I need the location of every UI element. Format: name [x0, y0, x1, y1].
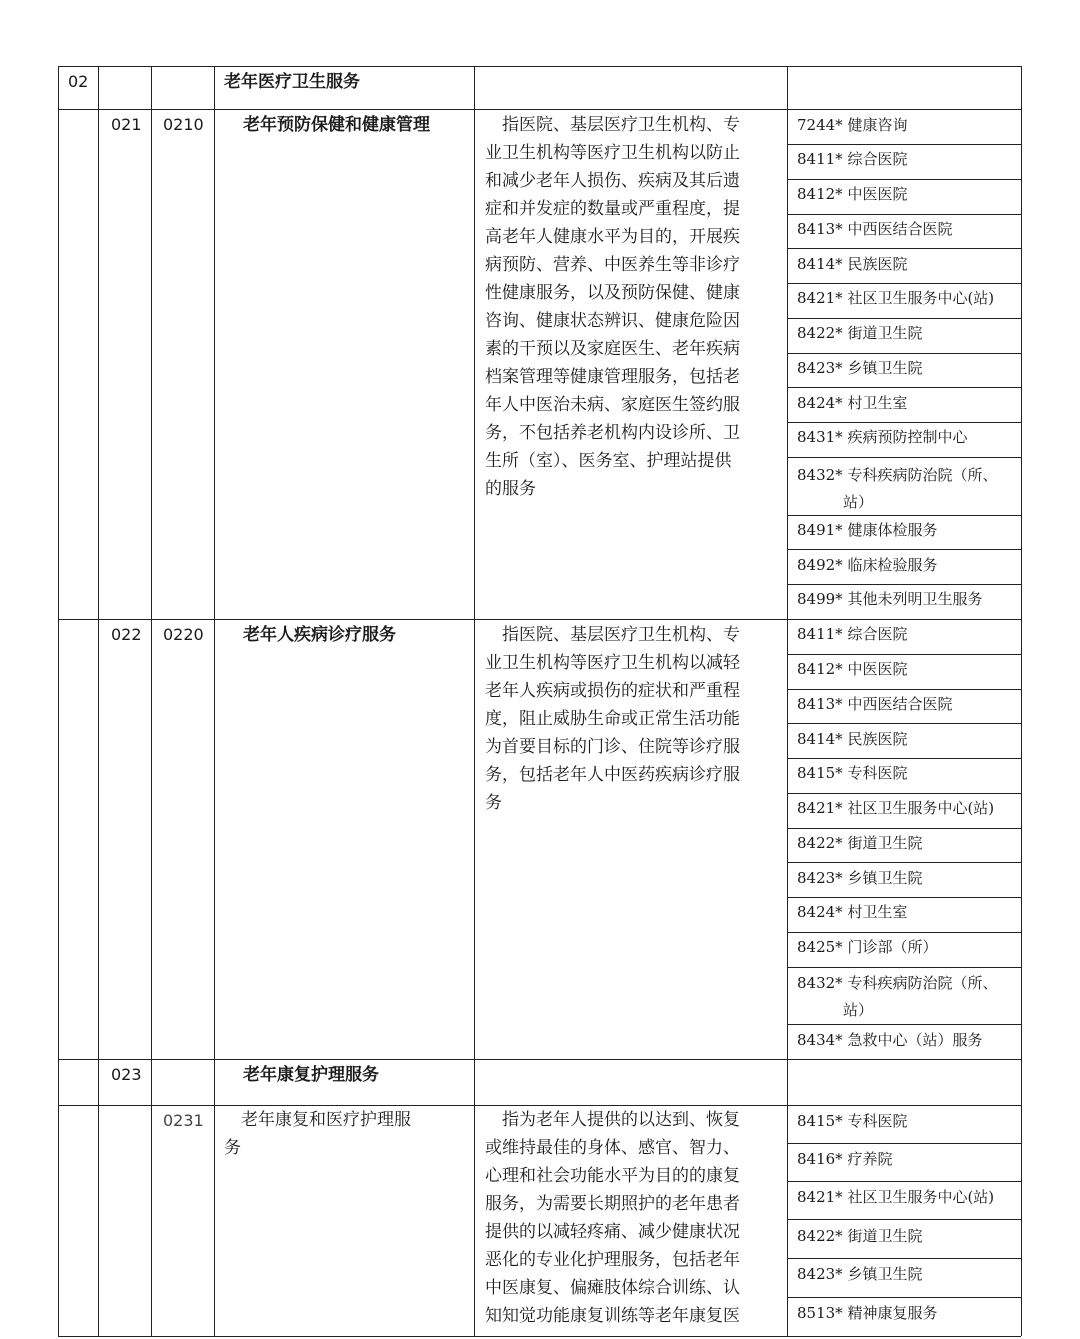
industry-code: 8434* 急救中心（站）服务	[797, 1031, 983, 1049]
industry-code: 8423* 乡镇卫生院	[797, 869, 923, 887]
subcategory-code: 023	[111, 1065, 142, 1084]
subcategory-code: 022	[111, 625, 142, 644]
column-divider	[214, 66, 215, 1336]
item-code: 0220	[163, 625, 204, 644]
category-name: 老年医疗卫生服务	[224, 72, 360, 92]
industry-code: 8414* 民族医院	[797, 255, 908, 273]
table-border	[58, 1336, 1021, 1337]
industry-code: 8415* 专科医院	[797, 1112, 908, 1130]
industry-code: 8425* 门诊部（所）	[797, 938, 938, 956]
table-border	[1021, 66, 1022, 1336]
industry-code: 8432* 专科疾病防治院（所、 站）	[797, 974, 998, 1019]
industry-divider	[787, 1297, 1021, 1298]
industry-code: 8423* 乡镇卫生院	[797, 359, 923, 377]
industry-divider	[787, 828, 1021, 829]
item-description: 指医院、基层医疗卫生机构、专 业卫生机构等医疗卫生机构以防止 和减少老年人损伤、疾病及其后遗 症和并发症的数量或严重程度，提 高老年人健康水平为目的，开展疾 病预防、营养、中医养生等非诊疗 性健康服务，以及预防保健、健康 咨询、健康状态辨识、健康危险因 素的干预以及家庭医生、老年疾病 档案管理等健康管理服务，包括老 年人中医治未病、家庭医生签约服 务，不包括养老机构内设诊所、卫 生所（室）、医务室、护理站提供 的服务	[485, 115, 740, 499]
industry-divider	[787, 1219, 1021, 1220]
category-code: 02	[68, 72, 89, 91]
industry-code: 8431* 疾病预防控制中心	[797, 428, 968, 446]
industry-code: 8513* 精神康复服务	[797, 1304, 938, 1322]
industry-code: 8421* 社区卫生服务中心(站)	[797, 799, 995, 817]
industry-divider	[787, 214, 1021, 215]
row-divider	[58, 109, 1021, 110]
row-divider	[58, 619, 1021, 620]
industry-divider	[787, 353, 1021, 354]
industry-code: 8412* 中医医院	[797, 185, 908, 203]
industry-divider	[787, 457, 1021, 458]
industry-divider	[787, 654, 1021, 655]
industry-code: 8413* 中西医结合医院	[797, 695, 953, 713]
industry-code: 8424* 村卫生室	[797, 903, 908, 921]
industry-code: 8422* 街道卫生院	[797, 834, 923, 852]
industry-divider	[787, 932, 1021, 933]
item-name: 老年预防保健和健康管理	[243, 115, 430, 135]
item-description: 指医院、基层医疗卫生机构、专 业卫生机构等医疗卫生机构以减轻 老年人疾病或损伤的症状和严重程 度，阻止威胁生命或正常生活功能 为首要目标的门诊、住院等诊疗服 务，包括老年人中医药疾病诊疗服 务	[485, 625, 740, 813]
industry-code: 8412* 中医医院	[797, 660, 908, 678]
item-name: 老年人疾病诊疗服务	[243, 625, 396, 645]
industry-code: 8416* 疗养院	[797, 1150, 893, 1168]
industry-code: 8422* 街道卫生院	[797, 324, 923, 342]
industry-code: 8423* 乡镇卫生院	[797, 1265, 923, 1283]
industry-divider	[787, 584, 1021, 585]
industry-divider	[787, 723, 1021, 724]
industry-divider	[787, 1143, 1021, 1144]
industry-code: 8411* 综合医院	[797, 625, 908, 643]
item-description: 指为老年人提供的以达到、恢复 或维持最佳的身体、感官、智力、 心理和社会功能水平为目的的康复 服务，为需要长期照护的老年患者 提供的以减轻疼痛、减少健康状况 恶化的专业化护理服务，包括老年 中医康复、偏瘫肢体综合训练、认 知知觉功能康复训练等老年康复医	[485, 1110, 740, 1326]
industry-divider	[787, 318, 1021, 319]
industry-divider	[787, 758, 1021, 759]
item-name: 老年康复护理服务	[243, 1065, 379, 1085]
column-divider	[474, 66, 475, 1336]
industry-code: 8411* 综合医院	[797, 150, 908, 168]
industry-code: 8414* 民族医院	[797, 730, 908, 748]
industry-code: 8432* 专科疾病防治院（所、 站）	[797, 466, 998, 511]
industry-divider	[787, 422, 1021, 423]
industry-code: 8499* 其他未列明卫生服务	[797, 590, 983, 608]
column-divider	[787, 66, 788, 1336]
industry-divider	[787, 144, 1021, 145]
item-code: 0231	[163, 1111, 204, 1130]
industry-divider	[787, 1181, 1021, 1182]
row-divider	[58, 1059, 1021, 1060]
industry-divider	[787, 862, 1021, 863]
item-code: 0210	[163, 115, 204, 134]
table-border	[58, 66, 59, 1336]
industry-code: 8421* 社区卫生服务中心(站)	[797, 1188, 995, 1206]
industry-divider	[787, 283, 1021, 284]
industry-divider	[787, 1258, 1021, 1259]
industry-code: 8413* 中西医结合医院	[797, 220, 953, 238]
industry-divider	[787, 549, 1021, 550]
industry-divider	[787, 179, 1021, 180]
subcategory-code: 021	[111, 115, 142, 134]
industry-divider	[787, 1024, 1021, 1025]
industry-divider	[787, 897, 1021, 898]
industry-code: 8415* 专科医院	[797, 764, 908, 782]
industry-divider	[787, 689, 1021, 690]
industry-divider	[787, 387, 1021, 388]
industry-divider	[787, 967, 1021, 968]
industry-code: 8491* 健康体检服务	[797, 521, 938, 539]
industry-divider	[787, 248, 1021, 249]
column-divider	[151, 66, 152, 1336]
column-divider	[98, 66, 99, 1336]
industry-code: 8421* 社区卫生服务中心(站)	[797, 289, 995, 307]
table-border	[58, 66, 1021, 67]
item-name: 老年康复和医疗护理服 务	[224, 1110, 411, 1158]
industry-divider	[787, 793, 1021, 794]
industry-code: 7244* 健康咨询	[797, 116, 908, 134]
industry-code: 8422* 街道卫生院	[797, 1227, 923, 1245]
industry-code: 8424* 村卫生室	[797, 394, 908, 412]
industry-code: 8492* 临床检验服务	[797, 556, 938, 574]
